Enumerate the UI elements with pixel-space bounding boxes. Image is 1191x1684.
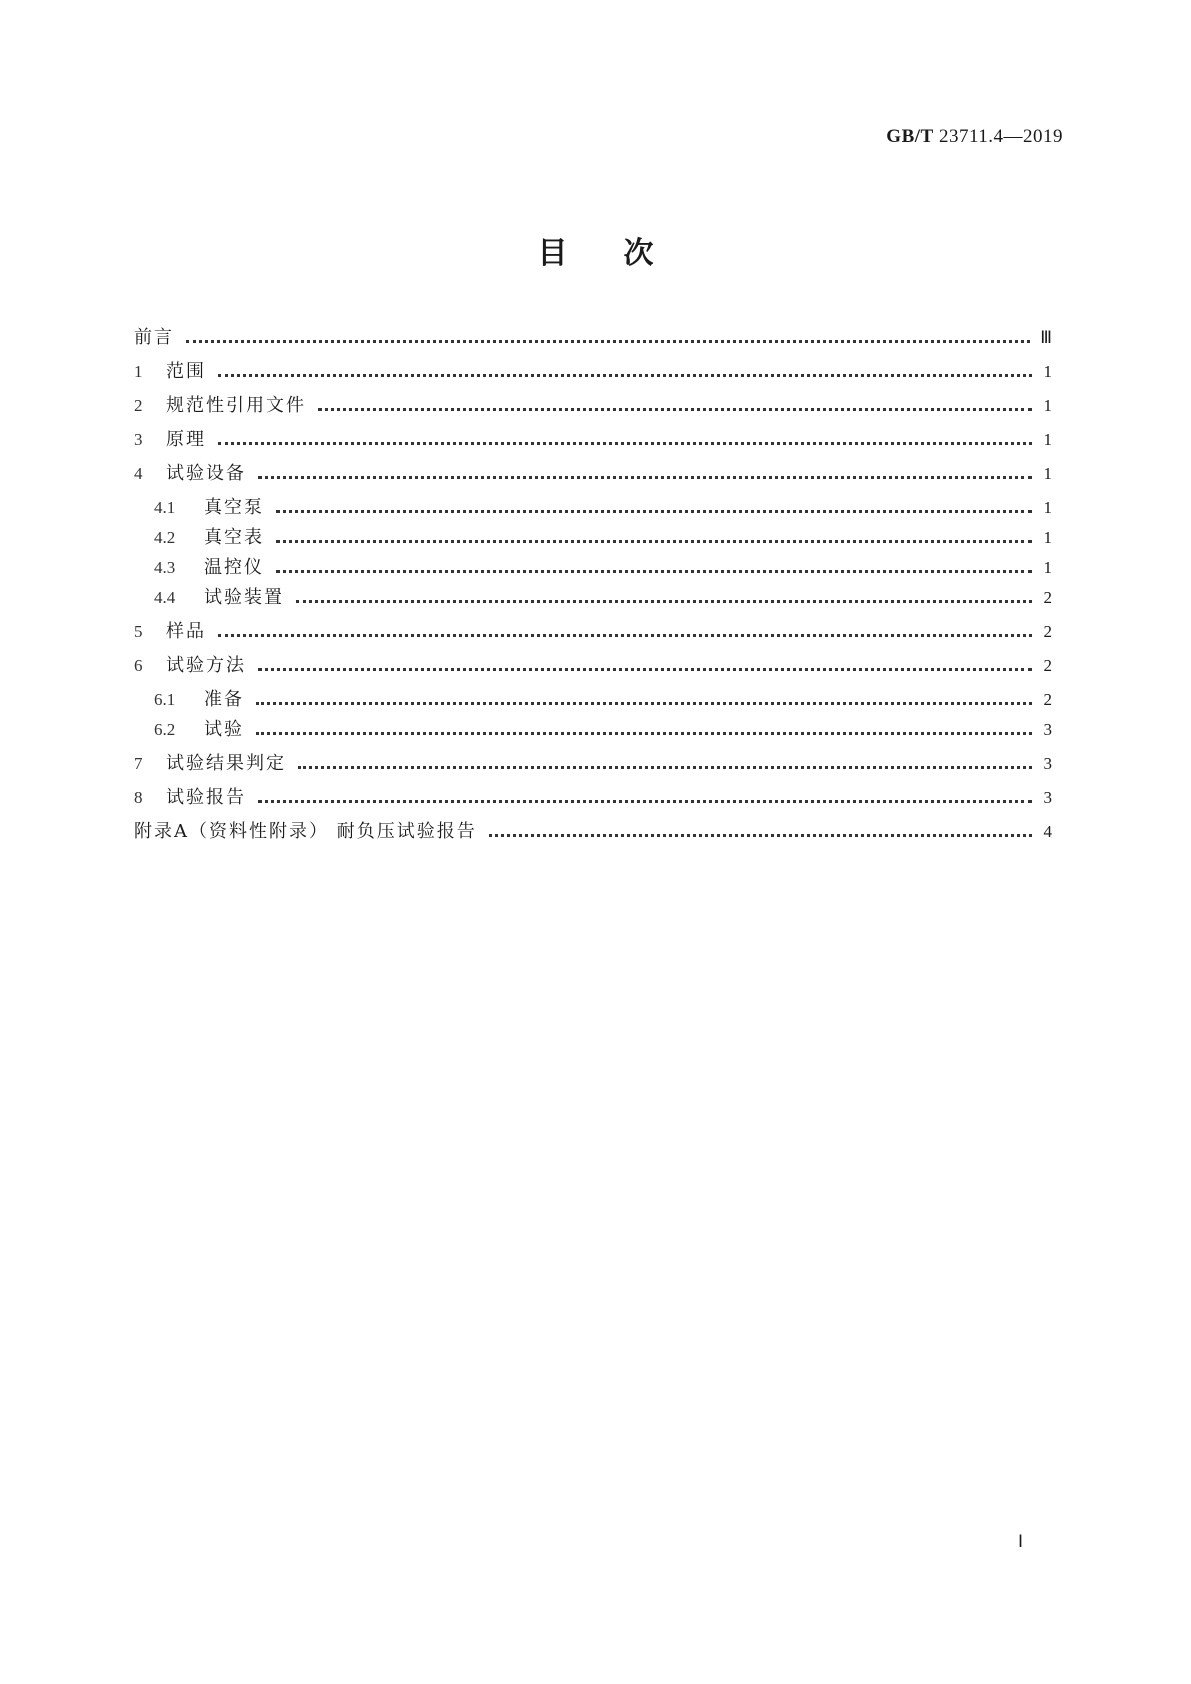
toc-entry-title: 规范性引用文件 [166,395,306,416]
toc-entry-title: 原理 [166,429,206,450]
page-number: Ⅰ [1018,1532,1024,1551]
toc-leader-dots [489,832,1032,837]
toc-leader-dots [298,764,1032,769]
toc-entry-page: 3 [1043,788,1052,807]
toc-entry-page: 1 [1043,528,1052,547]
toc-leader-dots [218,440,1032,445]
toc-entry-number: 7 [134,754,143,773]
toc-entry-8[interactable] [134,786,1052,810]
toc-leader-dots [218,372,1032,377]
toc-entry-page: 1 [1043,558,1052,577]
toc-entry-4-2[interactable] [154,526,1052,550]
toc-entry-6[interactable] [134,654,1052,678]
toc-entry-number: 6 [134,656,143,675]
toc-entry-page: 1 [1043,396,1052,415]
toc-entry-title: 前言 [134,327,174,348]
toc-entry-6-2[interactable] [154,718,1052,742]
toc-leader-dots [256,730,1032,735]
toc-leader-dots [258,798,1032,803]
toc-entry-page: 1 [1043,464,1052,483]
toc-entry-number: 2 [134,396,143,415]
toc-entry-number: 1 [134,362,143,381]
toc-entry-page: 2 [1043,656,1052,675]
toc-entry-title: 真空泵 [204,497,264,518]
toc-leader-dots [276,508,1032,513]
toc-leader-dots [218,632,1032,637]
toc-entry-number: 4.1 [154,498,176,517]
toc-entry-7[interactable] [134,752,1052,776]
page-title: 目次 [537,236,710,271]
toc-entry-page: 2 [1043,588,1052,607]
toc-entry-appendix-a[interactable] [134,820,1052,844]
toc-entry-title: 试验结果判定 [166,753,286,774]
toc-leader-dots [276,568,1032,573]
toc-entry-number: 6.1 [154,690,176,709]
toc-entry-number: 8 [134,788,143,807]
toc-leader-dots [318,406,1032,411]
toc-entry-number: 4.3 [154,558,176,577]
standard-code: 23711.4—2019 [938,126,1063,147]
toc-entry-1[interactable] [134,360,1052,384]
toc-entry-title: 范围 [166,361,206,382]
toc-entry-4[interactable] [134,462,1052,486]
toc-entry-title: 准备 [204,689,244,710]
toc-entry-number: 4 [134,464,143,483]
toc-leader-dots [276,538,1032,543]
toc-leader-dots [186,338,1030,343]
toc-entry-page: 1 [1043,430,1052,449]
toc-entry-2[interactable] [134,394,1052,418]
toc-entry-foreword[interactable] [134,326,1052,350]
standard-prefix: GB/T [886,126,934,147]
toc-entry-number: 6.2 [154,720,176,739]
toc-entry-4-3[interactable] [154,556,1052,580]
toc-entry-page: 2 [1043,622,1052,641]
toc-entry-page: 1 [1043,498,1052,517]
toc-entry-title: 试验装置 [204,587,284,608]
toc-entry-3[interactable] [134,428,1052,452]
standard-number [886,126,1063,148]
toc-entry-page: Ⅲ [1040,328,1052,347]
toc-entry-title: 试验 [204,719,244,740]
toc-leader-dots [256,700,1032,705]
toc-leader-dots [296,598,1032,603]
toc-entry-title: 温控仪 [204,557,264,578]
toc-entry-page: 2 [1043,690,1052,709]
toc-entry-title: 试验设备 [166,463,246,484]
toc-entry-5[interactable] [134,620,1052,644]
toc-entry-title: 试验报告 [166,787,246,808]
toc-entry-page: 3 [1043,720,1052,739]
toc-entry-page: 3 [1043,754,1052,773]
toc-entry-title: 真空表 [204,527,264,548]
toc-entry-number: 5 [134,622,143,641]
toc-leader-dots [258,666,1032,671]
toc-entry-number: 3 [134,430,143,449]
toc-entry-6-1[interactable] [154,688,1052,712]
toc-entry-title: 附录A（资料性附录） 耐负压试验报告 [134,821,477,842]
toc-entry-4-1[interactable] [154,496,1052,520]
toc-entry-page: 4 [1043,822,1052,841]
toc-entry-number: 4.2 [154,528,176,547]
toc-entry-title: 试验方法 [166,655,246,676]
toc-entry-number: 4.4 [154,588,176,607]
toc-entry-title: 样品 [166,621,206,642]
toc-leader-dots [258,474,1032,479]
toc-entry-4-4[interactable] [154,586,1052,610]
toc-entry-page: 1 [1043,362,1052,381]
